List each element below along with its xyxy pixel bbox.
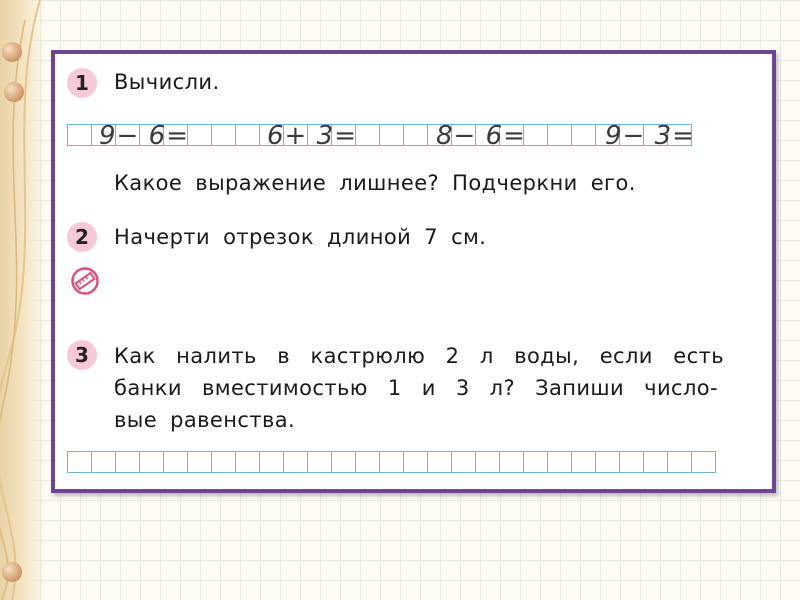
task3-line: банки вместимостью 1 и 3 л? Запиши число- xyxy=(114,376,718,400)
task-number-badge: 1 xyxy=(67,68,97,98)
task1-question: Какое выражение лишнее? Подчеркни его. xyxy=(114,171,636,195)
answer-grid-task3 xyxy=(67,451,716,473)
decorative-bead xyxy=(2,562,22,582)
task-number-badge: 3 xyxy=(67,340,97,370)
decorative-bead xyxy=(2,42,22,62)
expression: 9− 6= xyxy=(99,121,189,151)
task-number-badge: 2 xyxy=(67,222,97,252)
task3-line: вые равенства. xyxy=(114,408,296,432)
expression: 8− 6= xyxy=(436,121,526,151)
expression: 9− 3= xyxy=(605,121,695,151)
expression: 6+ 3= xyxy=(267,121,357,151)
task1-title: Вычисли. xyxy=(114,70,220,94)
ruler-icon xyxy=(71,267,99,295)
task3-line: Как налить в кастрюлю 2 л воды, если есть xyxy=(114,344,724,368)
decorative-bead xyxy=(4,82,24,102)
task2-text: Начерти отрезок длиной 7 см. xyxy=(114,225,487,249)
